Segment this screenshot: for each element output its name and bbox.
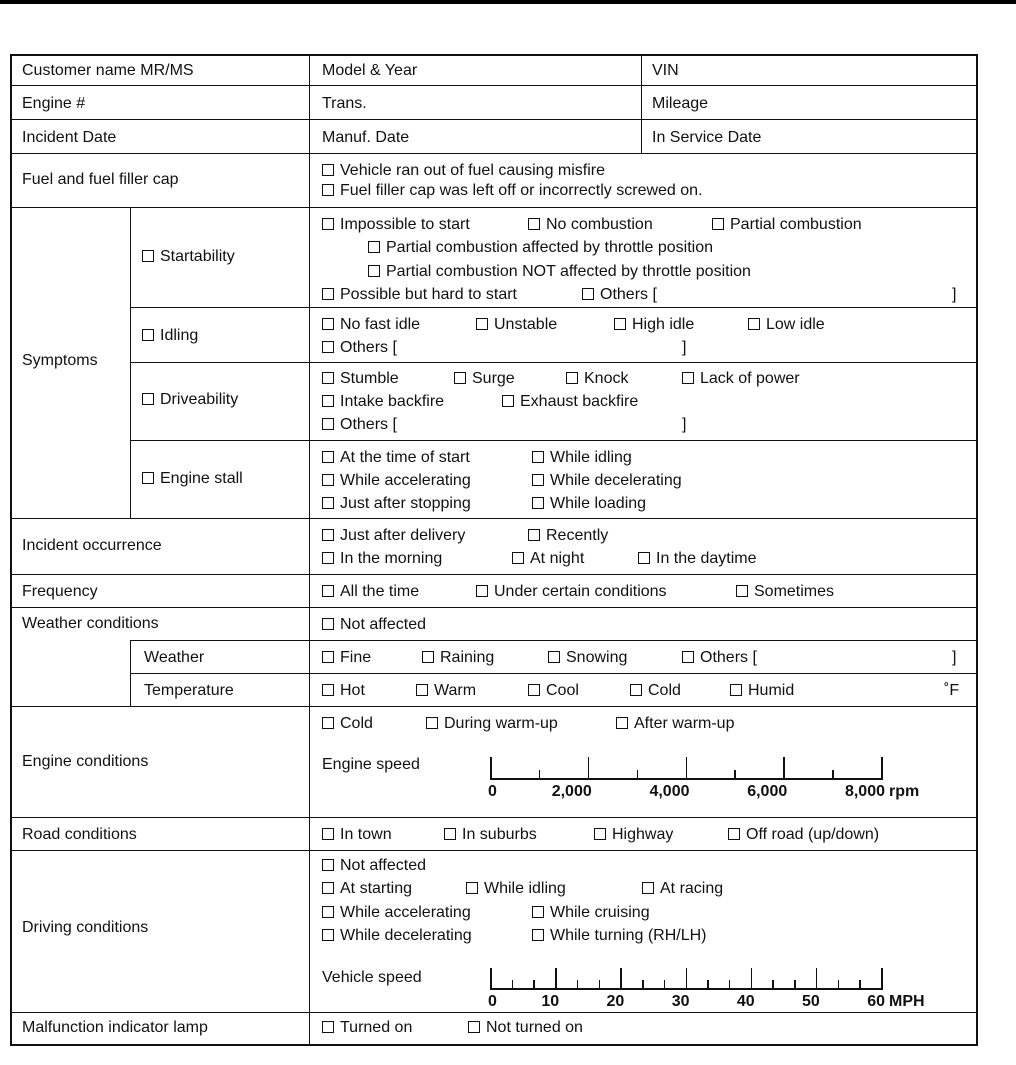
checkbox[interactable] [322, 717, 334, 729]
opt-off-road[interactable] [728, 825, 879, 845]
option-label: Highway [612, 826, 674, 843]
opt-warm[interactable] [416, 681, 476, 701]
checkbox[interactable] [422, 651, 434, 663]
row-divider [12, 119, 976, 120]
opt-engine-cold[interactable] [322, 714, 373, 734]
scale-minor-tick [599, 980, 601, 988]
opt-knock[interactable] [566, 369, 628, 389]
scale-axis [490, 988, 883, 990]
manuf-date-label: Manuf. Date [322, 129, 410, 146]
option-label: Cool [546, 682, 579, 699]
opt-after-warmup[interactable] [616, 714, 734, 734]
column-divider [130, 640, 131, 706]
option-label: While decelerating [550, 472, 682, 489]
opt-at-starting[interactable] [322, 879, 412, 899]
scale-minor-tick [794, 980, 796, 988]
checkbox[interactable] [512, 552, 524, 564]
opt-cool[interactable] [528, 681, 579, 701]
option-label: Vehicle ran out of fuel causing misfire [340, 162, 606, 179]
option-label: Cold [340, 715, 373, 732]
opt-driveability-others[interactable] [322, 415, 397, 435]
symptoms-label: Symptoms [22, 352, 98, 369]
opt-in-town[interactable] [322, 825, 392, 845]
row-divider [12, 207, 976, 208]
row-divider [130, 640, 976, 641]
scale-tick-label: 2,000 [551, 783, 592, 800]
checkbox[interactable] [322, 164, 334, 176]
incident-date-label: Incident Date [22, 129, 117, 146]
checkbox[interactable] [322, 585, 334, 597]
checkbox[interactable] [532, 451, 544, 463]
checkbox[interactable] [322, 418, 334, 430]
checkbox[interactable] [322, 184, 334, 196]
option-label: Just after stopping [340, 495, 471, 512]
opt-driving-not-affected[interactable] [322, 856, 426, 876]
checkbox[interactable] [426, 717, 438, 729]
scale-major-tick [881, 757, 883, 778]
scale-minor-tick [707, 980, 709, 988]
opt-while-accelerating[interactable] [322, 471, 471, 491]
checkbox[interactable] [454, 372, 466, 384]
driving-conditions-label: Driving conditions [22, 919, 149, 936]
scale-minor-tick [664, 980, 666, 988]
frequency-label: Frequency [22, 583, 98, 600]
scale-minor-tick [729, 980, 731, 988]
option-label: Not affected [340, 616, 426, 633]
opt-snowing[interactable] [548, 648, 627, 668]
checkbox[interactable] [548, 651, 560, 663]
option-label: After warm-up [634, 715, 735, 732]
scale-major-tick [686, 757, 688, 778]
checkbox[interactable] [322, 318, 334, 330]
checkbox[interactable] [322, 828, 334, 840]
option-label: Fuel filler cap was left off or incorrectly screwed on. [340, 182, 703, 199]
opt-weather-others[interactable] [682, 648, 757, 668]
scale-minor-tick [772, 980, 774, 988]
checkbox[interactable] [682, 372, 694, 384]
option-label: All the time [340, 583, 420, 600]
checkbox[interactable] [642, 882, 654, 894]
opt-while-decelerating[interactable] [532, 471, 682, 491]
model-year-label: Model & Year [322, 62, 418, 79]
scale-major-tick [881, 968, 883, 988]
bracket: ] [952, 286, 957, 303]
option-label: While loading [550, 495, 647, 512]
option-label: Warm [434, 682, 477, 699]
option-label: During warm-up [444, 715, 558, 732]
scale-minor-tick [832, 770, 834, 778]
checkbox[interactable] [322, 929, 334, 941]
scale-major-tick [620, 968, 622, 988]
row-divider [12, 1012, 976, 1013]
option-label: Idling [160, 327, 199, 344]
engine-conditions-label: Engine conditions [22, 753, 149, 770]
scale-minor-tick [533, 980, 535, 988]
option-label: Raining [440, 649, 495, 666]
option-label: Just after delivery [340, 527, 466, 544]
opt-at-racing[interactable] [642, 879, 723, 899]
opt-lack-of-power[interactable] [682, 369, 800, 389]
weather-label: Weather [144, 649, 205, 666]
opt-partial-throttle[interactable] [368, 238, 713, 258]
driveability-checkbox[interactable] [142, 390, 238, 410]
checkbox[interactable] [322, 474, 334, 486]
checkbox[interactable] [322, 341, 334, 353]
checkbox[interactable] [466, 882, 478, 894]
checkbox[interactable] [322, 684, 334, 696]
scale-major-tick [555, 968, 557, 988]
opt-weather-not-affected[interactable] [322, 615, 426, 635]
opt-turned-on[interactable] [322, 1018, 412, 1038]
scale-tick-label: 60 [867, 993, 885, 1010]
option-label: Others [ [600, 286, 657, 303]
option-label: In town [340, 826, 392, 843]
checkbox[interactable] [142, 472, 154, 484]
row-divider [12, 574, 976, 575]
checkbox[interactable] [532, 906, 544, 918]
scale-major-tick [490, 757, 492, 778]
checkbox[interactable] [444, 828, 456, 840]
opt-impossible-start[interactable] [322, 215, 470, 235]
column-divider [130, 207, 131, 518]
opt-intake-backfire[interactable] [322, 392, 444, 412]
row-divider [12, 153, 976, 154]
checkbox[interactable] [322, 372, 334, 384]
in-service-date-label: In Service Date [652, 129, 762, 146]
customer-name-label: Customer name MR/MS [22, 62, 194, 79]
option-label: Lack of power [700, 370, 800, 387]
option-label: Sometimes [754, 583, 835, 600]
mileage-label: Mileage [652, 95, 709, 112]
checkbox[interactable] [322, 288, 334, 300]
engine-number-label: Engine # [22, 95, 86, 112]
checkbox[interactable] [142, 329, 154, 341]
row-divider [12, 607, 976, 608]
row-divider [12, 817, 976, 818]
scale-tick-label: 4,000 [649, 783, 690, 800]
opt-after-stopping[interactable] [322, 494, 471, 514]
option-label: Partial combustion affected by throttle position [386, 239, 713, 256]
scale-tick-label: 0 [488, 783, 497, 800]
checkbox[interactable] [566, 372, 578, 384]
idling-checkbox[interactable] [142, 326, 198, 346]
option-label: Under certain conditions [494, 583, 667, 600]
option-label: Exhaust backfire [520, 393, 639, 410]
scale-minor-tick [859, 980, 861, 988]
checkbox[interactable] [594, 828, 606, 840]
scale-tick-label: 8,000 [844, 783, 885, 800]
option-label: No fast idle [340, 316, 421, 333]
option-label: Partial combustion [730, 216, 862, 233]
checkbox[interactable] [468, 1021, 480, 1033]
opt-morning[interactable] [322, 549, 442, 569]
scale-minor-tick [577, 980, 579, 988]
opt-recently[interactable] [528, 526, 608, 546]
scale-minor-tick [838, 980, 840, 988]
scale-major-tick [751, 968, 753, 988]
fuel-label: Fuel and fuel filler cap [22, 171, 179, 188]
checkbox[interactable] [322, 218, 334, 230]
column-divider [309, 56, 310, 1044]
row-divider [12, 85, 976, 86]
option-label: Driveability [160, 391, 239, 408]
opt-in-suburbs[interactable] [444, 825, 537, 845]
incident-occurrence-label: Incident occurrence [22, 537, 162, 554]
checkbox[interactable] [532, 929, 544, 941]
opt-surge[interactable] [454, 369, 515, 389]
option-label: Surge [472, 370, 515, 387]
opt-no-combustion[interactable] [528, 215, 653, 235]
option-label: At the time of start [340, 449, 470, 466]
option-label: Low idle [766, 316, 825, 333]
scale-minor-tick [637, 770, 639, 778]
option-label: Possible but hard to start [340, 286, 517, 303]
bracket: ] [682, 416, 687, 433]
option-label: Startability [160, 248, 235, 265]
option-label: Turned on [340, 1019, 413, 1036]
opt-high-idle[interactable] [614, 315, 694, 335]
scale-minor-tick [642, 980, 644, 988]
opt-fine[interactable] [322, 648, 371, 668]
option-label: At night [530, 550, 585, 567]
option-label: Not affected [340, 857, 426, 874]
opt-all-the-time[interactable] [322, 582, 419, 602]
checkbox[interactable] [616, 717, 628, 729]
option-label: Others [ [340, 416, 397, 433]
opt-at-start[interactable] [322, 448, 470, 468]
option-label: While turning (RH/LH) [550, 927, 707, 944]
option-label: Snowing [566, 649, 628, 666]
option-label: Hot [340, 682, 365, 699]
vehicle-speed-label: Vehicle speed [322, 969, 422, 986]
checkbox[interactable] [502, 395, 514, 407]
mil-label: Malfunction indicator lamp [22, 1019, 208, 1036]
option-label: High idle [632, 316, 695, 333]
checkbox[interactable] [630, 684, 642, 696]
checkbox[interactable] [476, 585, 488, 597]
checkbox[interactable] [322, 395, 334, 407]
checkbox[interactable] [736, 585, 748, 597]
opt-not-turned-on[interactable] [468, 1018, 583, 1038]
checkbox[interactable] [528, 529, 540, 541]
checkbox[interactable] [322, 906, 334, 918]
scale-tick-label: 6,000 [747, 783, 788, 800]
checkbox[interactable] [528, 684, 540, 696]
opt-driving-while-decelerating[interactable] [322, 926, 472, 946]
checkbox[interactable] [322, 651, 334, 663]
checkbox[interactable] [730, 684, 742, 696]
vin-label: VIN [652, 62, 679, 79]
checkbox[interactable] [728, 828, 740, 840]
opt-hard-start[interactable] [322, 285, 517, 305]
checkbox[interactable] [322, 618, 334, 630]
row-divider [12, 706, 976, 707]
checkbox[interactable] [322, 552, 334, 564]
option-label: While decelerating [340, 927, 472, 944]
option-label: No combustion [546, 216, 653, 233]
opt-stumble[interactable] [322, 369, 399, 389]
checkbox[interactable] [532, 497, 544, 509]
checkbox[interactable] [142, 250, 154, 262]
scale-minor-tick [512, 980, 514, 988]
checkbox[interactable] [416, 684, 428, 696]
opt-partial-combustion[interactable] [712, 215, 862, 235]
row-divider [12, 518, 976, 519]
opt-startability-others[interactable] [582, 285, 657, 305]
opt-driving-while-accelerating[interactable] [322, 903, 471, 923]
startability-checkbox[interactable] [142, 247, 235, 267]
checkbox[interactable] [368, 241, 380, 253]
scale-tick-label: 10 [541, 993, 560, 1010]
checkbox[interactable] [532, 474, 544, 486]
scale-axis [490, 778, 883, 780]
option-label: Partial combustion NOT affected by throttle position [386, 263, 751, 280]
option-label: Fine [340, 649, 372, 666]
opt-during-warmup[interactable] [426, 714, 558, 734]
bracket: ] [952, 649, 957, 666]
opt-unstable[interactable] [476, 315, 557, 335]
checkbox[interactable] [582, 288, 594, 300]
option-label: Impossible to start [340, 216, 470, 233]
option-label: Engine stall [160, 470, 243, 487]
checkbox[interactable] [322, 882, 334, 894]
opt-raining[interactable] [422, 648, 494, 668]
opt-exhaust-backfire[interactable] [502, 392, 638, 412]
scale-major-tick [490, 968, 492, 988]
opt-driving-while-idling[interactable] [466, 879, 566, 899]
checkbox[interactable] [322, 497, 334, 509]
checkbox[interactable] [528, 218, 540, 230]
opt-idling-others[interactable] [322, 338, 397, 358]
bracket: ] [682, 339, 687, 356]
diagnostic-worksheet [10, 54, 978, 1046]
option-label: Others [ [700, 649, 757, 666]
option-label: At starting [340, 880, 413, 897]
scale-major-tick [686, 968, 688, 988]
opt-while-idling[interactable] [532, 448, 632, 468]
option-label: Others [ [340, 339, 397, 356]
fuel-option-cap-off[interactable] [322, 181, 703, 201]
opt-after-delivery[interactable] [322, 526, 465, 546]
option-label: In suburbs [462, 826, 537, 843]
checkbox[interactable] [368, 265, 380, 277]
option-label: While cruising [550, 904, 650, 921]
opt-humid[interactable] [730, 681, 794, 701]
opt-highway[interactable] [594, 825, 673, 845]
scale-tick-label: 30 [671, 993, 690, 1010]
row-divider [130, 440, 976, 441]
scale-major-tick [816, 968, 818, 988]
scale-unit: rpm [889, 783, 920, 800]
opt-cold[interactable] [630, 681, 681, 701]
fuel-option-out-of-fuel[interactable] [322, 161, 605, 181]
option-label: In the morning [340, 550, 443, 567]
opt-hot[interactable] [322, 681, 365, 701]
checkbox[interactable] [142, 393, 154, 405]
opt-night[interactable] [512, 549, 584, 569]
option-label: Off road (up/down) [746, 826, 880, 843]
opt-daytime[interactable] [638, 549, 757, 569]
opt-while-loading[interactable] [532, 494, 646, 514]
option-label: While accelerating [340, 472, 471, 489]
scale-unit: MPH [889, 993, 925, 1010]
scale-major-tick [588, 757, 590, 778]
road-conditions-label: Road conditions [22, 826, 137, 843]
checkbox[interactable] [682, 651, 694, 663]
option-label: While accelerating [340, 904, 471, 921]
opt-no-fast-idle[interactable] [322, 315, 420, 335]
opt-partial-not-throttle[interactable] [368, 262, 751, 282]
opt-sometimes[interactable] [736, 582, 834, 602]
option-label: While idling [484, 880, 566, 897]
checkbox[interactable] [638, 552, 650, 564]
scale-minor-tick [539, 770, 541, 778]
row-divider [130, 362, 976, 363]
scale-tick-label: 0 [488, 993, 497, 1010]
temperature-label: Temperature [144, 682, 234, 699]
temperature-unit: ˚F [944, 682, 960, 699]
row-divider [130, 673, 976, 674]
opt-low-idle[interactable] [748, 315, 825, 335]
option-label: Knock [584, 370, 629, 387]
trans-label: Trans. [322, 95, 367, 112]
engine-speed-label: Engine speed [322, 756, 420, 773]
scale-tick-label: 20 [606, 993, 625, 1010]
option-label: At racing [660, 880, 724, 897]
engine-stall-checkbox[interactable] [142, 469, 243, 489]
checkbox[interactable] [322, 859, 334, 871]
row-divider [12, 850, 976, 851]
opt-certain-conditions[interactable] [476, 582, 667, 602]
scale-tick-label: 50 [802, 993, 820, 1010]
option-label: In the daytime [656, 550, 757, 567]
option-label: Intake backfire [340, 393, 445, 410]
scale-tick-label: 40 [736, 993, 755, 1010]
opt-while-turning[interactable] [532, 926, 706, 946]
checkbox[interactable] [712, 218, 724, 230]
top-rule [0, 0, 1016, 4]
option-label: Humid [748, 682, 795, 699]
option-label: Recently [546, 527, 609, 544]
checkbox[interactable] [614, 318, 626, 330]
weather-conditions-label: Weather conditions [22, 615, 159, 632]
checkbox[interactable] [322, 451, 334, 463]
option-label: Unstable [494, 316, 558, 333]
checkbox[interactable] [476, 318, 488, 330]
opt-while-cruising[interactable] [532, 903, 650, 923]
option-label: Not turned on [486, 1019, 583, 1036]
scale-major-tick [783, 757, 785, 778]
row-divider [130, 307, 976, 308]
checkbox[interactable] [322, 529, 334, 541]
option-label: While idling [550, 449, 632, 466]
checkbox[interactable] [322, 1021, 334, 1033]
option-label: Stumble [340, 370, 399, 387]
checkbox[interactable] [748, 318, 760, 330]
scale-minor-tick [734, 770, 736, 778]
option-label: Cold [648, 682, 681, 699]
column-divider [641, 56, 642, 153]
